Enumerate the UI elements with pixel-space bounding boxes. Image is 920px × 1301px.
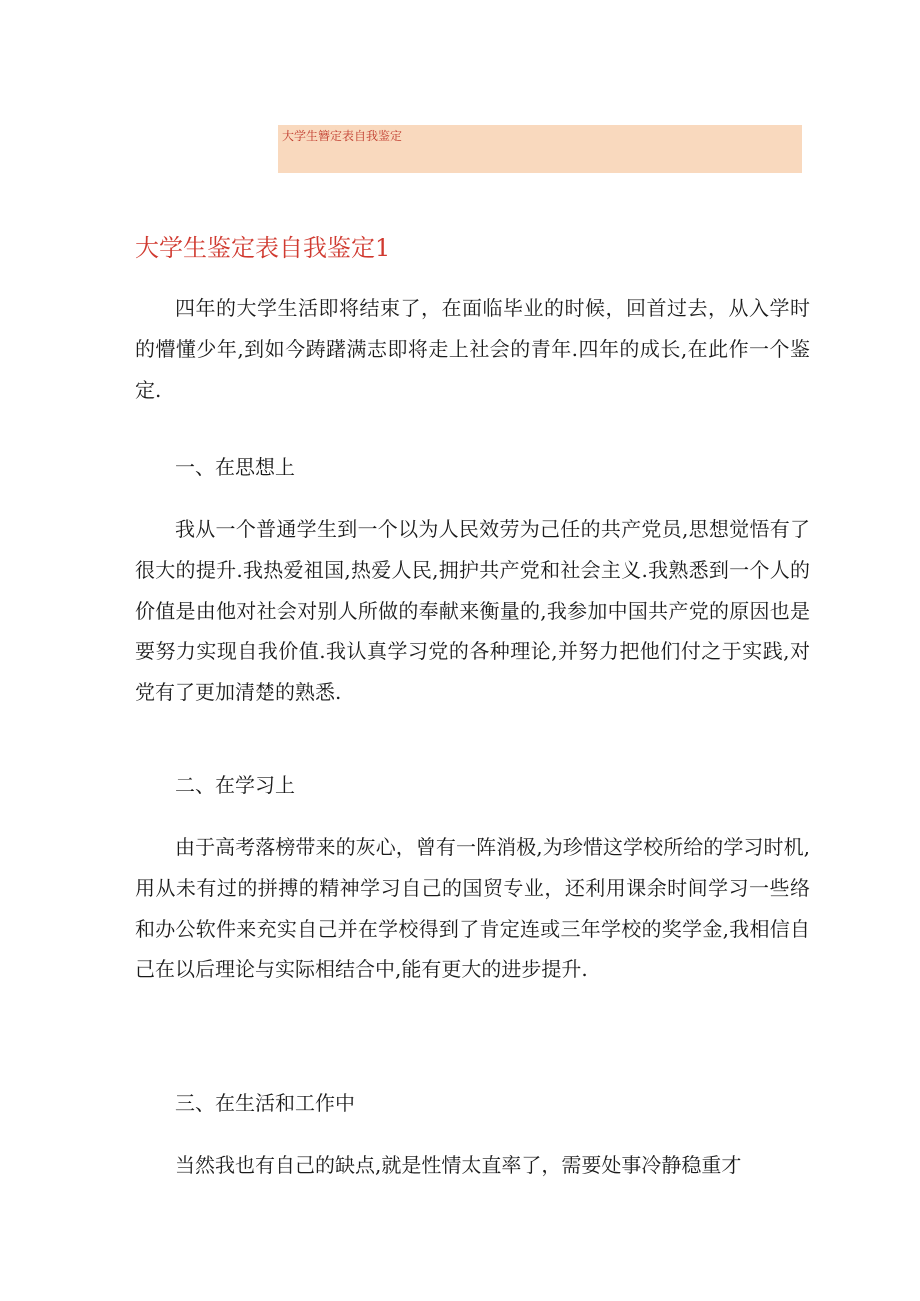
paragraph-intro: 四年的大学生活即将结束了，在面临毕业的时候，回首过去，从入学时的懵懂少年,到如今踌躇满志即将走上社会的青年.四年的成长,在此作一个鉴定. — [135, 296, 810, 402]
paragraph-life-work: 当然我也有自己的缺点,就是性情太直率了，需要处事冷静稳重才 — [175, 1153, 742, 1177]
document-title: 大学生鉴定表自我鉴定1 — [135, 234, 391, 262]
header-banner — [278, 125, 802, 173]
section-heading-life-work: 三、在生活和工作中 — [175, 1091, 355, 1115]
section-heading-study: 二、在学习上 — [175, 773, 295, 797]
paragraph-thought: 我从一个普通学生到一个以为人民效劳为己任的共产党员,思想觉悟有了很大的提升.我热爱祖国,热爱人民,拥护共产党和社会主义.我熟悉到一个人的价值是由他对社会对别人所做的奉献来衡量的,我参加中国共产党的原因也是要努力实现自我价值.我认真学习党的各种理论,并努力把他们付之于实践,对党有了更加清楚的熟悉. — [135, 517, 810, 705]
paragraph-study: 由于高考落榜带来的灰心，曾有一阵消极,为珍惜这学校所给的学习时机,用从未有过的拼搏的精神学习自己的国贸专业，还利用课余时间学习一些络和办公软件来充实自己并在学校得到了肯定连或三年学校的奖学金,我相信自己在以后理论与实际相结合中,能有更大的进步提升. — [135, 835, 810, 982]
section-heading-thought: 一、在思想上 — [175, 455, 295, 479]
banner-title: 大学生簪定表自我鉴定 — [282, 129, 403, 143]
